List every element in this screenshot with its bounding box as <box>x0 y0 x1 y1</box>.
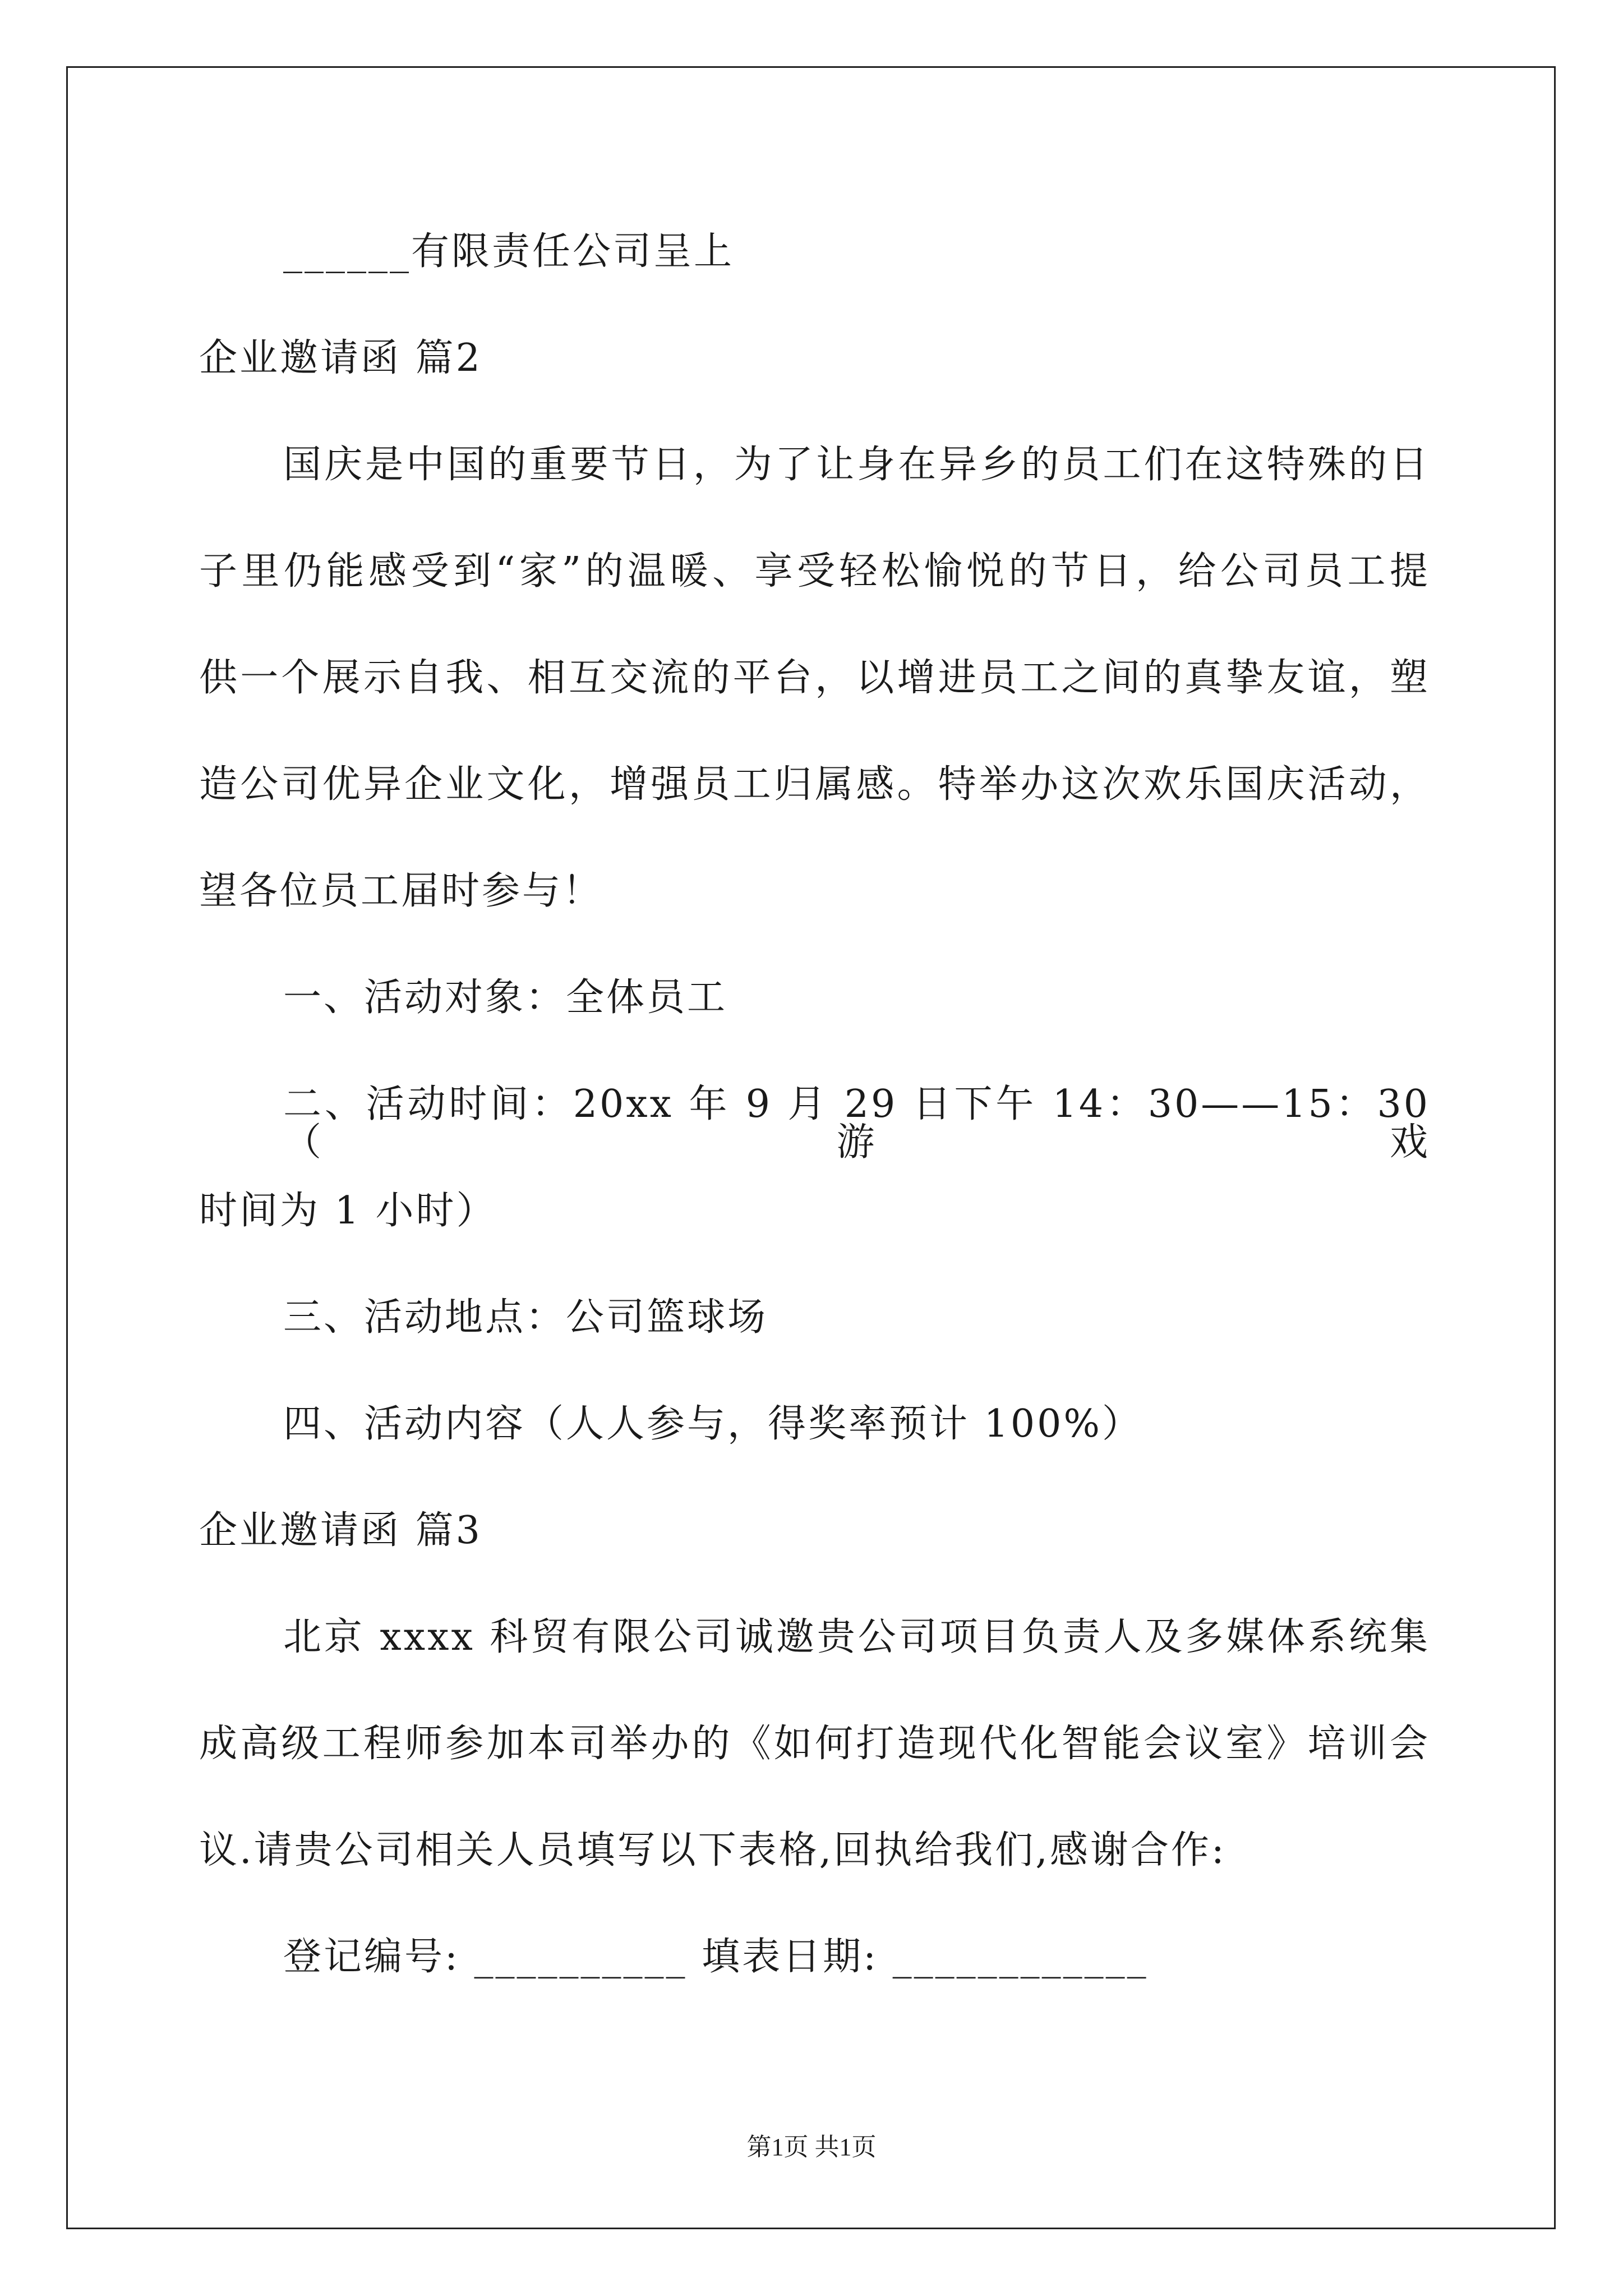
paragraph-line: 议.请贵公司相关人员填写以下表格,回执给我们,感谢合作: <box>199 1828 1227 1872</box>
page-footer: 第1页 共1页 <box>746 2133 877 2161</box>
paragraph-line: 望各位员工届时参与！ <box>199 869 603 913</box>
activity-target-line: 一、活动对象：全体员工 <box>283 976 728 1020</box>
paragraph-line: 子里仍能感受到“家”的温暖、享受轻松愉悦的节日，给公司员工提 <box>199 549 1430 593</box>
paragraph-line: 造公司优异企业文化，增强员工归属感。特举办这次欢乐国庆活动， <box>199 762 1430 807</box>
activity-content-line: 四、活动内容（人人参与，得奖率预计 100%） <box>283 1402 1143 1446</box>
company-signature-line: ______有限责任公司呈上 <box>283 229 735 274</box>
activity-time-line: 二、活动时间：20xx 年 9 月 29 日下午 14：30——15：30（游戏 <box>283 1082 1430 1165</box>
paragraph-line: 北京 xxxx 科贸有限公司诚邀贵公司项目负责人及多媒体系统集 <box>283 1615 1430 1659</box>
activity-place-line: 三、活动地点：公司篮球场 <box>283 1295 768 1340</box>
registration-form-line: 登记编号: __________ 填表日期: ____________ <box>283 1935 1149 1979</box>
paragraph-line: 国庆是中国的重要节日，为了让身在异乡的员工们在这特殊的日 <box>283 443 1430 487</box>
activity-time-line-cont: 时间为 1 小时） <box>199 1189 497 1233</box>
section-heading-3: 企业邀请函 篇3 <box>199 1508 482 1553</box>
paragraph-line: 成高级工程师参加本司举办的《如何打造现代化智能会议室》培训会 <box>199 1722 1430 1766</box>
paragraph-line: 供一个展示自我、相互交流的平台，以增进员工之间的真挚友谊，塑 <box>199 656 1430 700</box>
section-heading-2: 企业邀请函 篇2 <box>199 336 482 380</box>
